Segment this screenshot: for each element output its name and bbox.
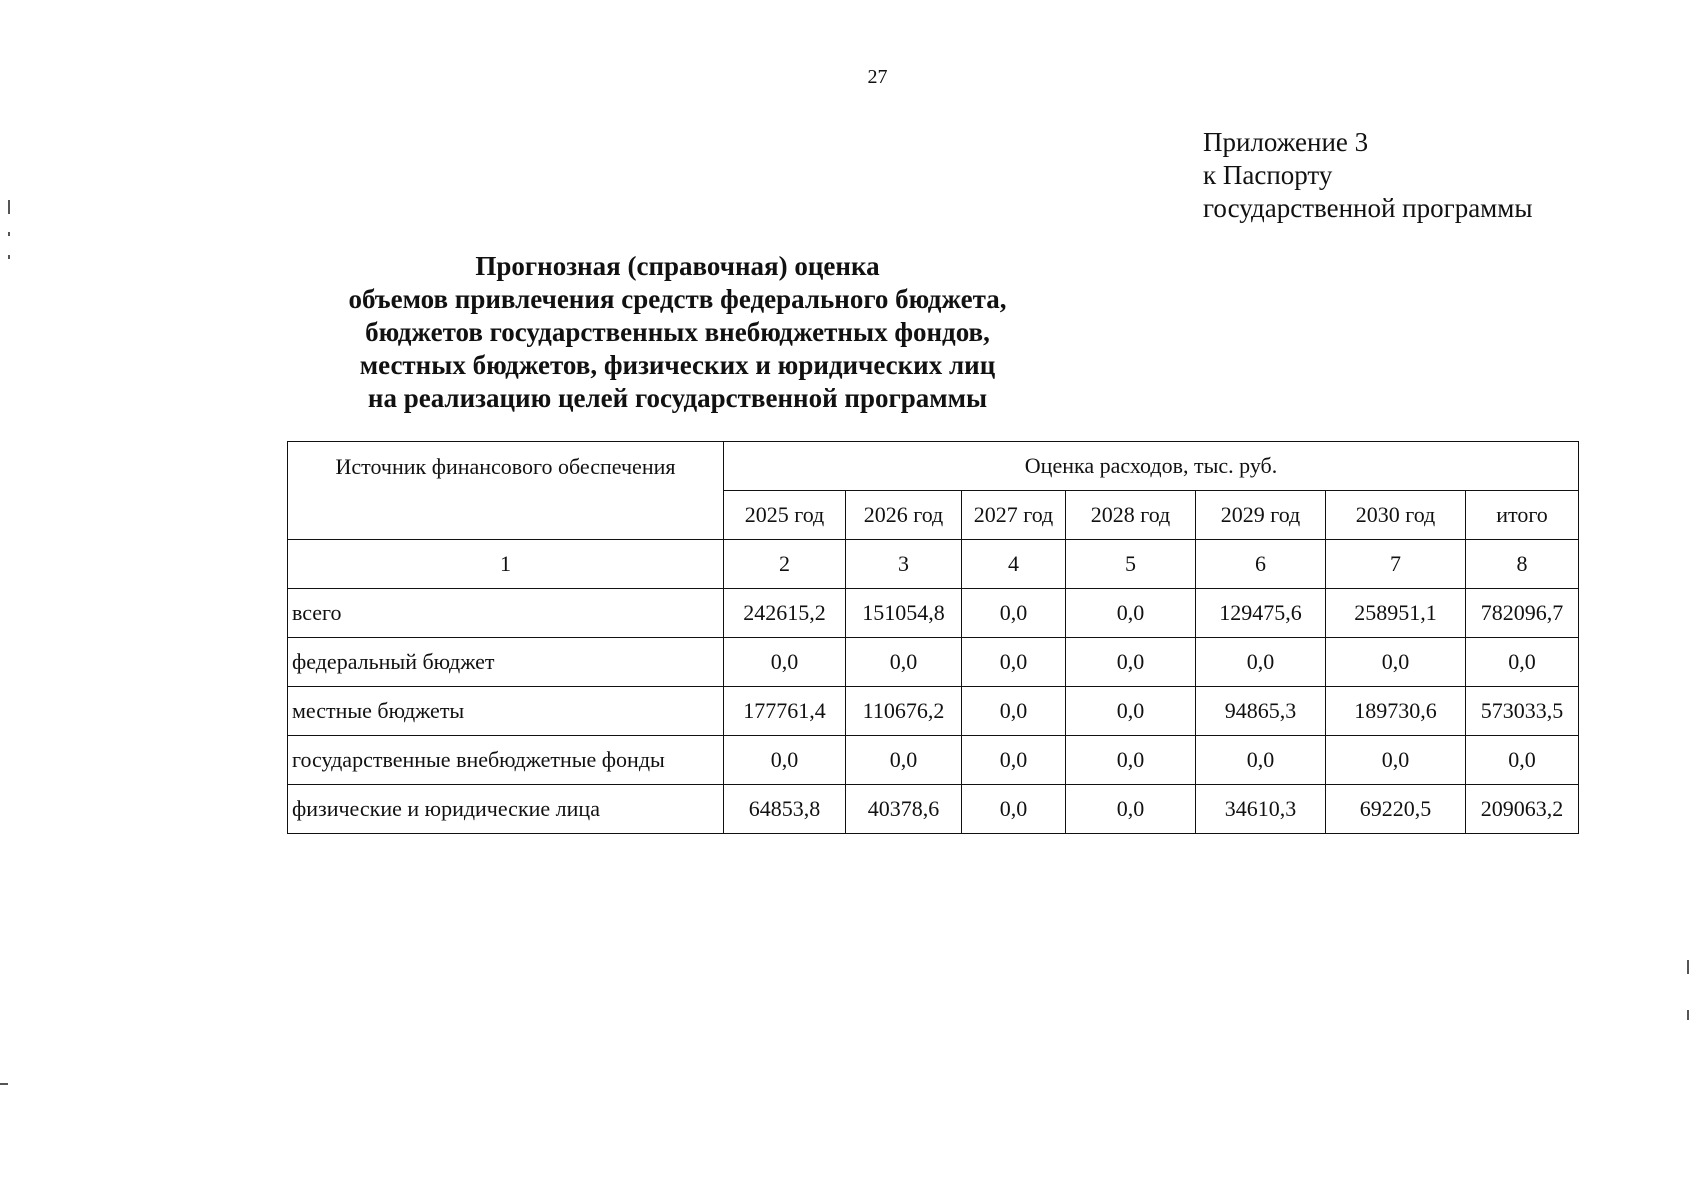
column-number: 2 <box>724 540 846 589</box>
year-header: 2028 год <box>1066 491 1196 540</box>
table-cell: 573033,5 <box>1466 687 1579 736</box>
row-source: всего <box>288 589 724 638</box>
document-title <box>0 250 1355 415</box>
table-cell: 64853,8 <box>724 785 846 834</box>
column-number: 5 <box>1066 540 1196 589</box>
table-cell: 0,0 <box>1066 687 1196 736</box>
column-number-row <box>288 540 1579 589</box>
financing-table <box>287 441 1579 834</box>
table-cell: 177761,4 <box>724 687 846 736</box>
year-header: 2026 год <box>846 491 962 540</box>
appendix-line: к Паспорту <box>1203 160 1333 190</box>
table-cell: 0,0 <box>1196 638 1326 687</box>
table-cell: 0,0 <box>1066 589 1196 638</box>
row-source: местные бюджеты <box>288 687 724 736</box>
table-row <box>288 589 1579 638</box>
table-cell: 40378,6 <box>846 785 962 834</box>
year-header: 2029 год <box>1196 491 1326 540</box>
table-cell: 0,0 <box>1326 638 1466 687</box>
table-cell: 34610,3 <box>1196 785 1326 834</box>
table-cell: 69220,5 <box>1326 785 1466 834</box>
header-row <box>288 442 1579 491</box>
table-cell: 110676,2 <box>846 687 962 736</box>
year-header: 2027 год <box>962 491 1066 540</box>
title-line: бюджетов государственных внебюджетных фондов, <box>365 317 990 347</box>
column-number: 1 <box>288 540 724 589</box>
table-cell: 258951,1 <box>1326 589 1466 638</box>
scan-speck <box>0 1083 8 1085</box>
scan-speck <box>1687 1010 1689 1020</box>
title-line: на реализацию целей государственной программы <box>367 383 988 413</box>
appendix-line: государственной программы <box>1203 193 1533 223</box>
header-estimate: Оценка расходов, тыс. руб. <box>724 442 1579 491</box>
column-number: 8 <box>1466 540 1579 589</box>
row-source: федеральный бюджет <box>288 638 724 687</box>
total-header: итого <box>1466 491 1579 540</box>
table-row <box>288 687 1579 736</box>
appendix-line: Приложение 3 <box>1203 127 1369 157</box>
column-number: 4 <box>962 540 1066 589</box>
row-source: физические и юридические лица <box>288 785 724 834</box>
table-cell: 151054,8 <box>846 589 962 638</box>
header-source: Источник финансового обеспечения <box>288 442 724 540</box>
table-cell: 0,0 <box>1066 785 1196 834</box>
scan-speck <box>8 200 10 214</box>
table-cell: 0,0 <box>1066 736 1196 785</box>
table-cell: 0,0 <box>1466 736 1579 785</box>
table-row <box>288 785 1579 834</box>
table-cell: 0,0 <box>1196 736 1326 785</box>
year-header: 2025 год <box>724 491 846 540</box>
table-cell: 209063,2 <box>1466 785 1579 834</box>
table-cell: 0,0 <box>962 589 1066 638</box>
table-cell: 0,0 <box>724 638 846 687</box>
table-row <box>288 736 1579 785</box>
table-cell: 189730,6 <box>1326 687 1466 736</box>
page-number: 27 <box>867 66 888 88</box>
table-cell: 0,0 <box>1326 736 1466 785</box>
table-cell: 0,0 <box>962 638 1066 687</box>
column-number: 6 <box>1196 540 1326 589</box>
table-cell: 0,0 <box>1066 638 1196 687</box>
scan-speck <box>1687 960 1689 974</box>
table-cell: 129475,6 <box>1196 589 1326 638</box>
scan-speck <box>8 232 10 236</box>
table-cell: 242615,2 <box>724 589 846 638</box>
column-number: 3 <box>846 540 962 589</box>
year-header: 2030 год <box>1326 491 1466 540</box>
title-line: Прогнозная (справочная) оценка <box>475 251 880 281</box>
title-line: объемов привлечения средств федерального бюджета, <box>348 284 1007 314</box>
table-cell: 0,0 <box>962 687 1066 736</box>
table-cell: 0,0 <box>962 785 1066 834</box>
table-cell: 94865,3 <box>1196 687 1326 736</box>
table-cell: 0,0 <box>724 736 846 785</box>
row-source: государственные внебюджетные фонды <box>288 736 724 785</box>
table-cell: 0,0 <box>1466 638 1579 687</box>
table-cell: 0,0 <box>962 736 1066 785</box>
column-number: 7 <box>1326 540 1466 589</box>
scan-speck <box>8 255 10 259</box>
table-row <box>288 638 1579 687</box>
appendix-note <box>1203 126 1533 225</box>
table-cell: 0,0 <box>846 736 962 785</box>
title-line: местных бюджетов, физических и юридических лиц <box>359 350 996 380</box>
table-cell: 0,0 <box>846 638 962 687</box>
table-cell: 782096,7 <box>1466 589 1579 638</box>
